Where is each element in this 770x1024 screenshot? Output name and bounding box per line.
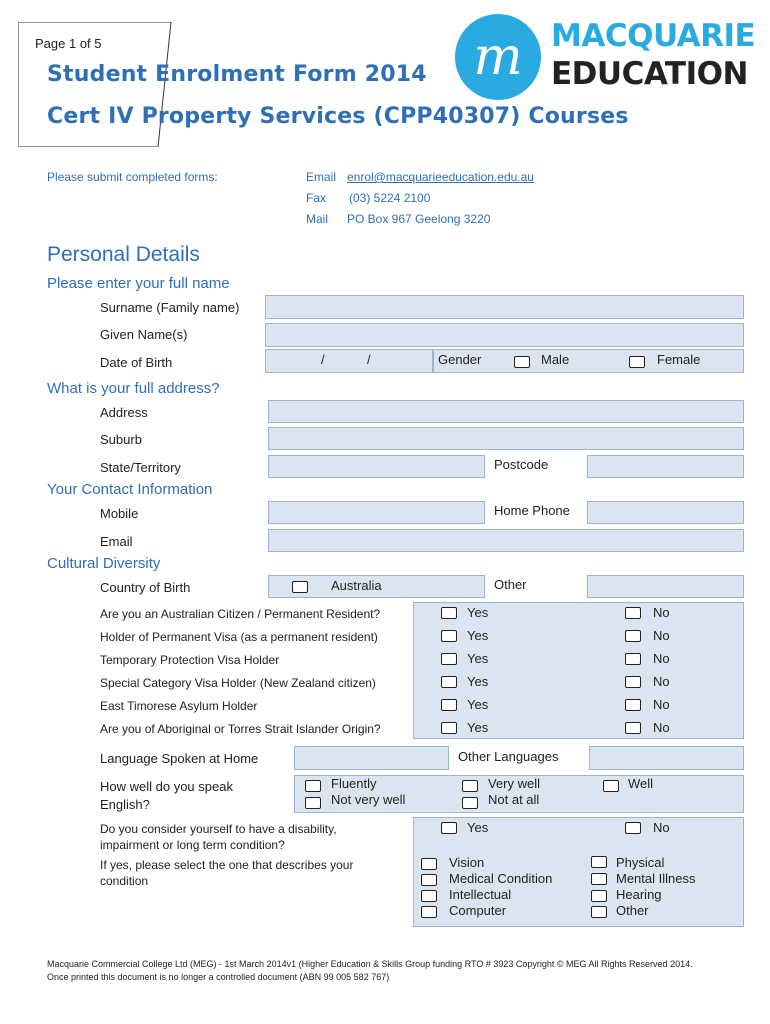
other-country-label: Other	[494, 577, 527, 592]
not-at-all-checkbox[interactable]	[462, 797, 478, 809]
form-subtitle: Cert IV Property Services (CPP40307) Courses	[47, 104, 629, 129]
language-field[interactable]	[294, 746, 449, 770]
question-label: Are you an Australian Citizen / Permanent Resident?	[100, 607, 381, 621]
given-name-label: Given Name(s)	[100, 327, 188, 342]
yes-label: Yes	[467, 628, 489, 643]
submit-intro: Please submit completed forms:	[47, 170, 218, 184]
home-phone-field[interactable]	[587, 501, 744, 524]
mobile-field[interactable]	[268, 501, 485, 524]
no-label: No	[653, 697, 670, 712]
suburb-field[interactable]	[268, 427, 744, 450]
mental-checkbox[interactable]	[591, 873, 607, 885]
question-label: Temporary Protection Visa Holder	[100, 653, 280, 667]
email-field-label: Email	[100, 534, 133, 549]
yes-checkbox[interactable]	[441, 676, 457, 688]
physical-label: Physical	[616, 855, 665, 870]
fluently-label: Fluently	[331, 776, 377, 791]
state-field[interactable]	[268, 455, 485, 478]
fax-label: Fax	[306, 191, 327, 205]
given-name-field[interactable]	[265, 323, 744, 347]
computer-label: Computer	[449, 903, 507, 918]
hearing-label: Hearing	[616, 887, 662, 902]
footer-controlled-doc: Once printed this document is no longer a controlled document (ABN 99 005 582 767)	[47, 972, 390, 982]
condition-question: If yes, please select the one that describes your	[100, 858, 354, 872]
no-checkbox[interactable]	[625, 722, 641, 734]
disability-yes-label: Yes	[467, 820, 489, 835]
postcode-field[interactable]	[587, 455, 744, 478]
no-checkbox[interactable]	[625, 630, 641, 642]
mental-label: Mental Illness	[616, 871, 696, 886]
english-question: How well do you speak	[100, 779, 233, 794]
vision-label: Vision	[449, 855, 485, 870]
other-languages-label: Other Languages	[458, 749, 559, 764]
address-label: Address	[100, 405, 148, 420]
english-question-cont: English?	[100, 797, 150, 812]
footer	[47, 958, 693, 984]
surname-label: Surname (Family name)	[100, 300, 240, 315]
very-well-checkbox[interactable]	[462, 780, 478, 792]
dob-field[interactable]	[265, 349, 433, 373]
language-label: Language Spoken at Home	[100, 751, 259, 766]
yes-label: Yes	[467, 605, 489, 620]
intellectual-checkbox[interactable]	[421, 890, 437, 902]
page-indicator: Page 1 of 5	[35, 36, 102, 51]
male-label: Male	[541, 352, 570, 367]
yes-checkbox[interactable]	[441, 630, 457, 642]
yes-checkbox[interactable]	[441, 722, 457, 734]
yes-checkbox[interactable]	[441, 653, 457, 665]
surname-field[interactable]	[265, 295, 744, 319]
form-title: Student Enrolment Form 2014	[47, 62, 427, 87]
dob-slash: /	[367, 352, 371, 367]
disability-question: Do you consider yourself to have a disability,	[100, 822, 337, 836]
logo-text-education: EDUCATION	[551, 56, 748, 92]
well-label: Well	[628, 776, 654, 791]
home-phone-label: Home Phone	[494, 503, 570, 518]
contact-heading: Your Contact Information	[47, 481, 213, 498]
cultural-heading: Cultural Diversity	[47, 555, 161, 572]
female-label: Female	[657, 352, 701, 367]
address-heading: What is your full address?	[47, 380, 220, 397]
no-label: No	[653, 674, 670, 689]
condition-question-cont: condition	[100, 874, 149, 888]
well-checkbox[interactable]	[603, 780, 619, 792]
other-condition-checkbox[interactable]	[591, 906, 607, 918]
yes-label: Yes	[467, 674, 489, 689]
no-label: No	[653, 651, 670, 666]
email-label: Email	[306, 170, 337, 184]
vision-checkbox[interactable]	[421, 858, 437, 870]
no-label: No	[653, 628, 670, 643]
question-label: Special Category Visa Holder (New Zealand citizen)	[100, 676, 376, 690]
disability-question-cont: impairment or long term condition?	[100, 838, 285, 852]
yes-checkbox[interactable]	[441, 699, 457, 711]
computer-checkbox[interactable]	[421, 906, 437, 918]
yes-checkbox[interactable]	[441, 607, 457, 619]
disability-yes-checkbox[interactable]	[441, 822, 457, 834]
no-checkbox[interactable]	[625, 699, 641, 711]
very-well-label: Very well	[488, 776, 541, 791]
personal-details-heading: Personal Details	[47, 243, 200, 266]
other-condition-label: Other	[616, 903, 649, 918]
disability-no-label: No	[653, 820, 670, 835]
not-very-well-checkbox[interactable]	[305, 797, 321, 809]
state-label: State/Territory	[100, 460, 181, 475]
other-languages-field[interactable]	[589, 746, 744, 770]
australia-checkbox[interactable]	[292, 581, 308, 593]
country-label: Country of Birth	[100, 580, 191, 595]
address-field[interactable]	[268, 400, 744, 423]
logo-m-icon: m	[473, 27, 523, 87]
not-very-well-label: Not very well	[331, 792, 406, 807]
full-name-heading: Please enter your full name	[47, 275, 230, 292]
fluently-checkbox[interactable]	[305, 780, 321, 792]
medical-label: Medical Condition	[449, 871, 553, 886]
email-field[interactable]	[268, 529, 744, 552]
logo-text-macquarie: MACQUARIE	[551, 18, 756, 54]
mail-label: Mail	[306, 212, 329, 226]
yes-label: Yes	[467, 720, 489, 735]
dob-label: Date of Birth	[100, 355, 173, 370]
no-checkbox[interactable]	[625, 653, 641, 665]
no-checkbox[interactable]	[625, 676, 641, 688]
question-label: East Timorese Asylum Holder	[100, 699, 258, 713]
suburb-label: Suburb	[100, 432, 142, 447]
australia-label: Australia	[331, 578, 382, 593]
no-checkbox[interactable]	[625, 607, 641, 619]
residency-questions-box	[413, 602, 744, 739]
postcode-label: Postcode	[494, 457, 549, 472]
gender-label: Gender	[438, 352, 482, 367]
mail-value: PO Box 967 Geelong 3220	[347, 212, 491, 226]
email-link[interactable]: enrol@macquarieeducation.edu.au	[347, 170, 534, 184]
no-label: No	[653, 605, 670, 620]
footer-copyright: Macquarie Commercial College Ltd (MEG) - 1st March 2014v1 (Higher Education & Skills Group funding RTO # 3923 Copyright © MEG All Rights Reserved 2014.	[47, 959, 693, 969]
disability-no-checkbox[interactable]	[625, 822, 641, 834]
yes-label: Yes	[467, 651, 489, 666]
not-at-all-label: Not at all	[488, 792, 540, 807]
medical-checkbox[interactable]	[421, 874, 437, 886]
fax-value: (03) 5224 2100	[349, 191, 431, 205]
intellectual-label: Intellectual	[449, 887, 512, 902]
female-checkbox[interactable]	[629, 356, 645, 368]
hearing-checkbox[interactable]	[591, 890, 607, 902]
physical-checkbox[interactable]	[591, 856, 607, 868]
question-label: Are you of Aboriginal or Torres Strait Islander Origin?	[100, 722, 381, 736]
other-country-field[interactable]	[587, 575, 744, 598]
yes-label: Yes	[467, 697, 489, 712]
no-label: No	[653, 720, 670, 735]
question-label: Holder of Permanent Visa (as a permanent resident)	[100, 630, 378, 644]
mobile-label: Mobile	[100, 506, 139, 521]
dob-slash: /	[321, 352, 325, 367]
male-checkbox[interactable]	[514, 356, 530, 368]
